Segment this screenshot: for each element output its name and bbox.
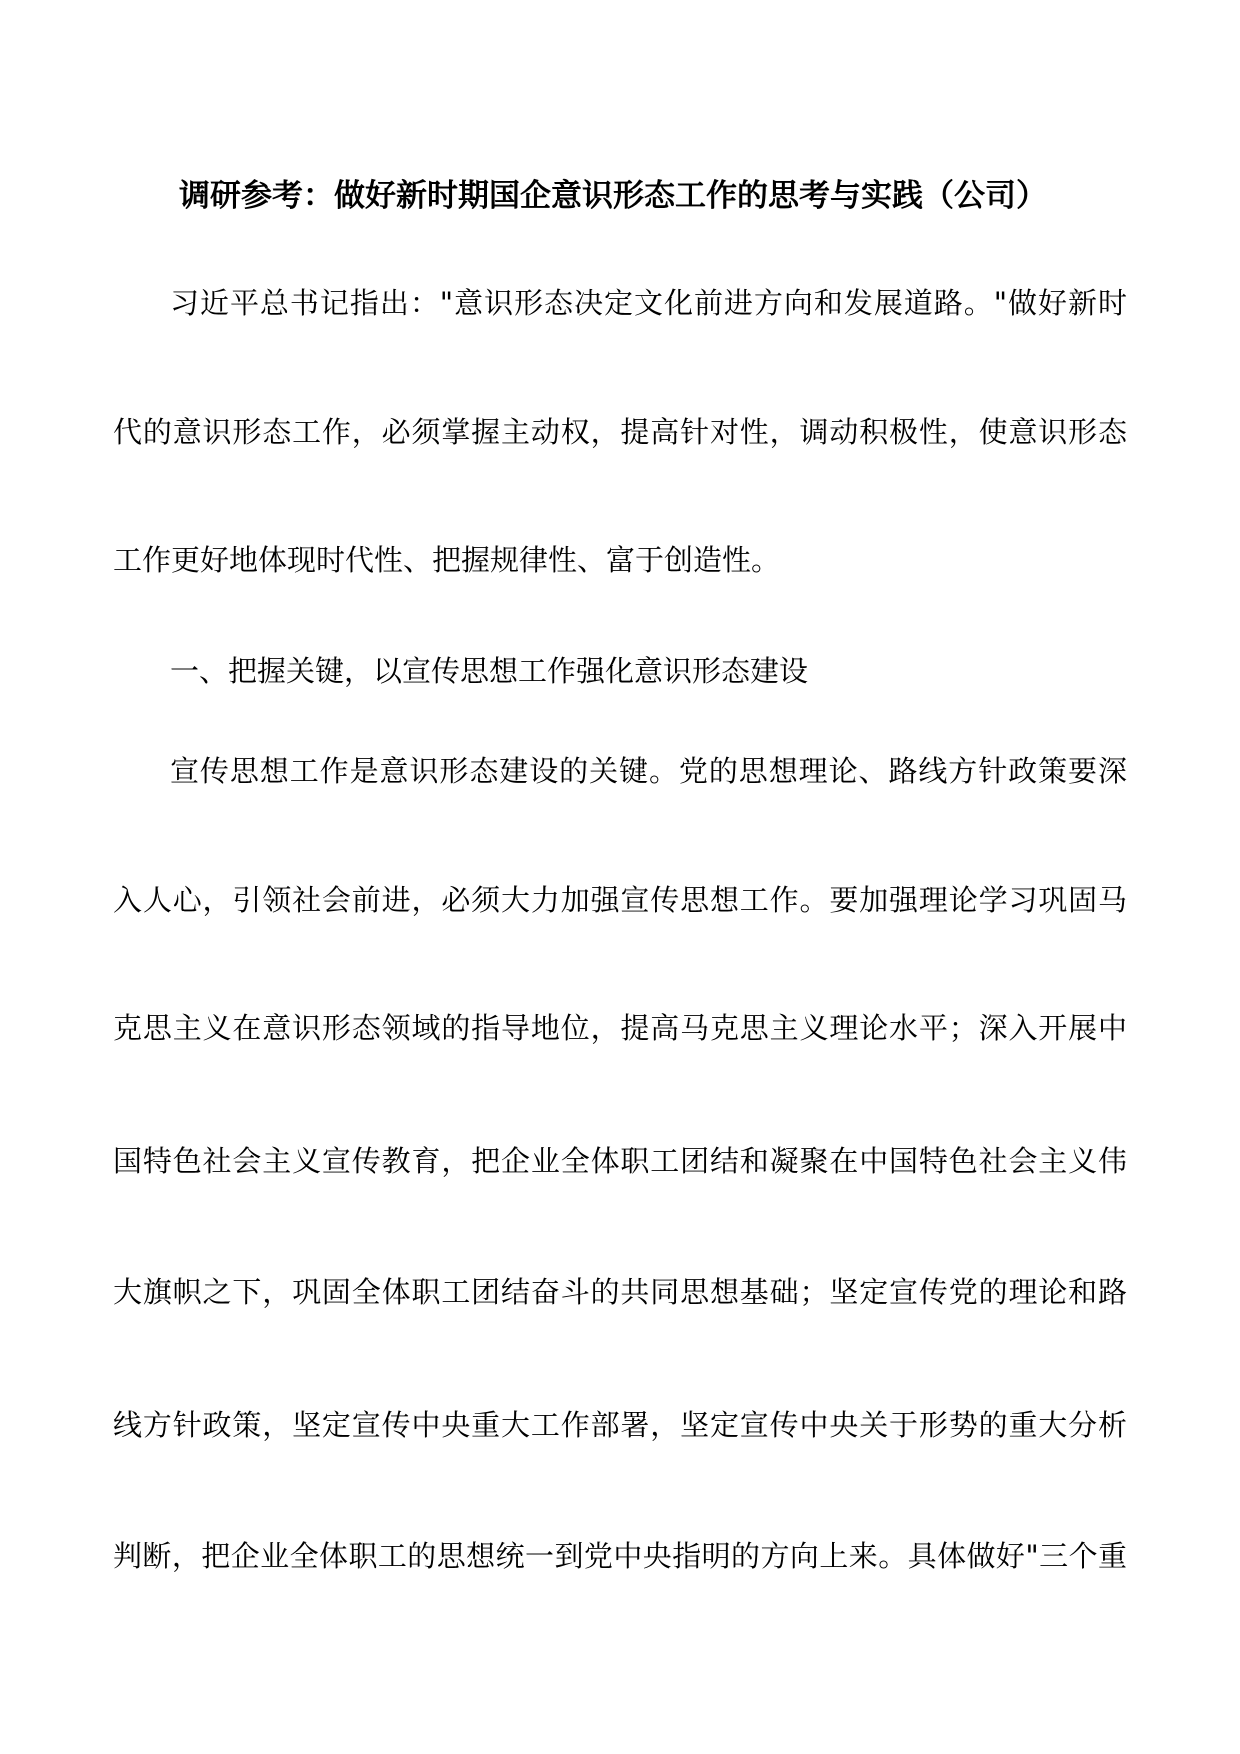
paragraph-line: 线方针政策，坚定宣传中央重大工作部署，坚定宣传中央关于形势的重大分析	[113, 1408, 1127, 1442]
paragraph-line: 大旗帜之下，巩固全体职工团结奋斗的共同思想基础；坚定宣传党的理论和路	[113, 1275, 1127, 1309]
paragraph-line: 工作更好地体现时代性、把握规律性、富于创造性。	[113, 543, 781, 577]
paragraph-line: 国特色社会主义宣传教育，把企业全体职工团结和凝聚在中国特色社会主义伟	[113, 1144, 1127, 1178]
section-heading: 一、把握关键，以宣传思想工作强化意识形态建设	[170, 654, 809, 688]
paragraph-line: 克思主义在意识形态领域的指导地位，提高马克思主义理论水平；深入开展中	[113, 1011, 1127, 1045]
paragraph-line: 代的意识形态工作，必须掌握主动权，提高针对性，调动积极性，使意识形态	[113, 415, 1127, 449]
paragraph-line: 习近平总书记指出："意识形态决定文化前进方向和发展道路。"做好新时	[170, 286, 1127, 320]
paragraph-line: 判断，把企业全体职工的思想统一到党中央指明的方向上来。具体做好"三个重	[113, 1539, 1127, 1573]
document-title: 调研参考：做好新时期国企意识形态工作的思考与实践（公司）	[179, 178, 1047, 214]
paragraph-line: 宣传思想工作是意识形态建设的关键。党的思想理论、路线方针政策要深	[170, 754, 1127, 788]
paragraph-line: 入人心，引领社会前进，必须大力加强宣传思想工作。要加强理论学习巩固马	[113, 883, 1127, 917]
